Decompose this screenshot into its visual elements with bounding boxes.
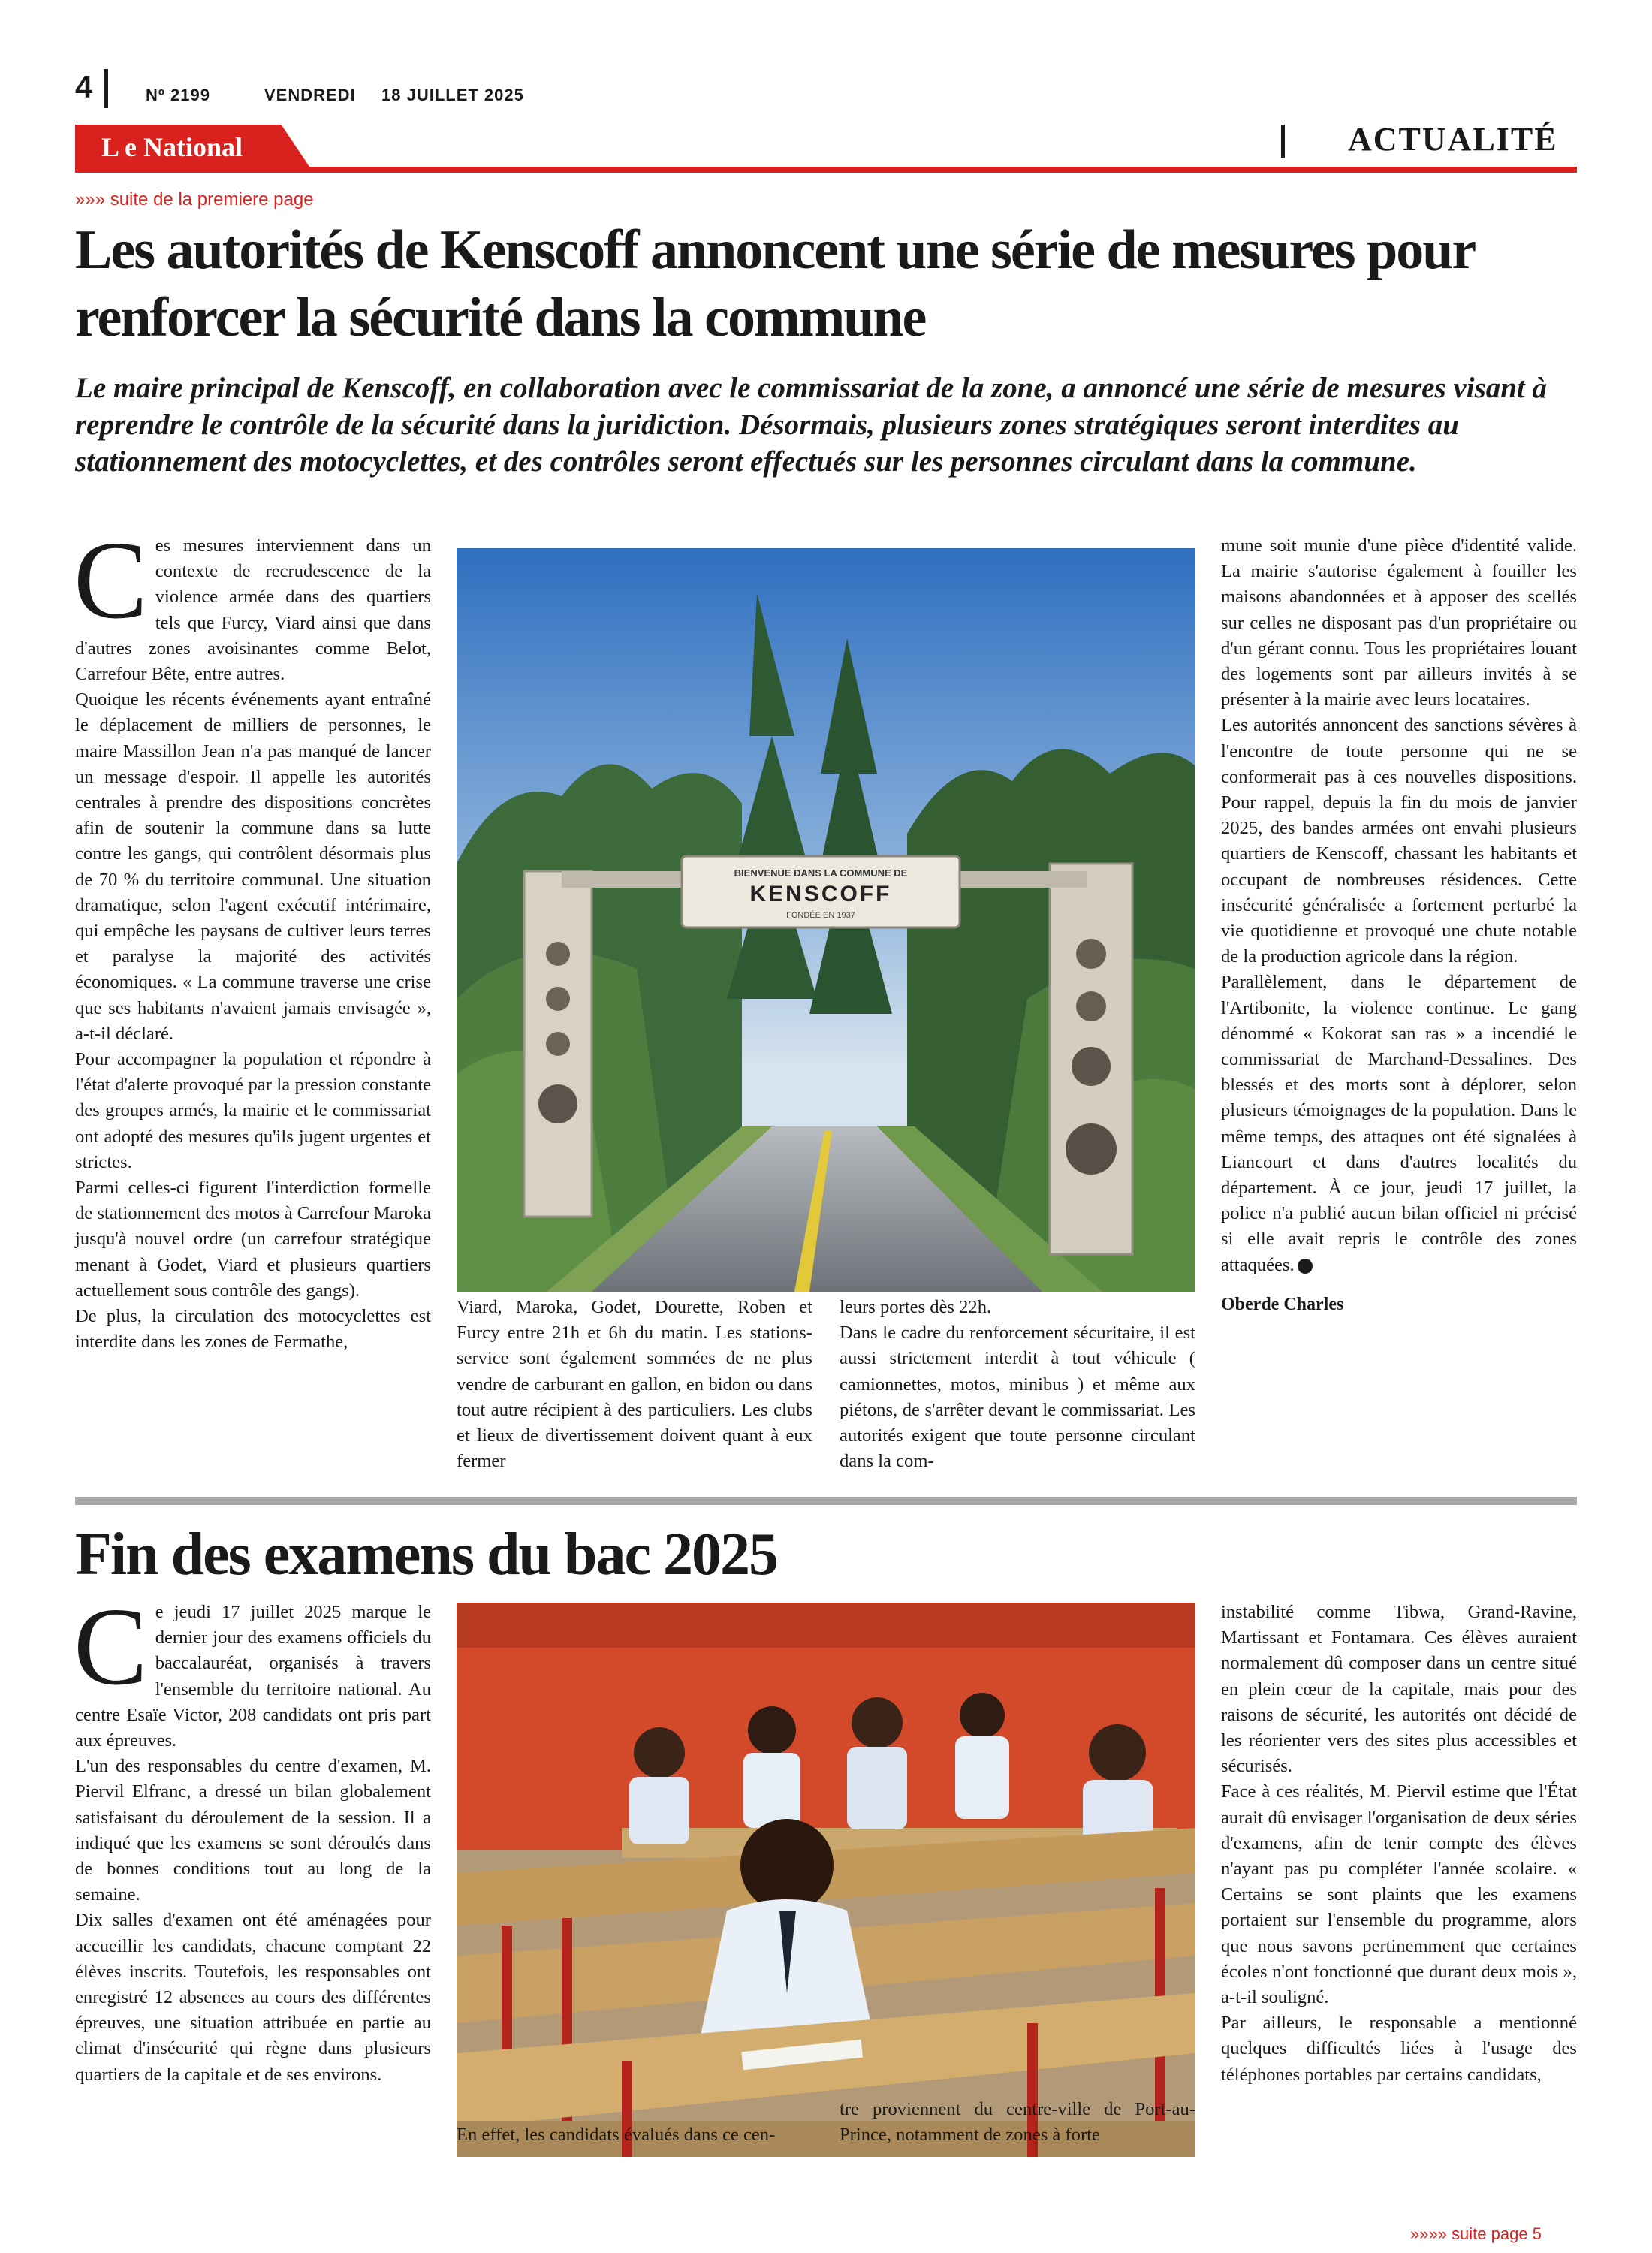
sign-text: KENSCOFF <box>749 882 892 906</box>
paragraph: leurs portes dès 22h. <box>840 1297 992 1317</box>
article-divider <box>75 1497 1577 1505</box>
brand-logo: L e National <box>101 132 243 162</box>
article-headline: Fin des examens du bac 2025 <box>75 1522 777 1588</box>
article-column-1 <box>74 1585 431 2088</box>
article-column-3 <box>840 1295 1195 1474</box>
sign-text: BIENVENUE DANS LA COMMUNE DE <box>734 867 908 879</box>
header-rule <box>75 167 1577 173</box>
article-column-2 <box>457 1295 812 1474</box>
paragraph <box>1221 970 1577 1277</box>
header-separator <box>104 69 108 108</box>
paragraph: Face à ces réalités, M. Piervil estime que l'État aurait dû envisager l'organisation de deux séries d'examens, afin de tenir compte des élèves n'ayant pas pu compléter l'année scolaire. « Certains se sont plaints que les examens portaient sur l'ensemble du programme, alors que nous savons pertinemment que certaines écoles n'ont fonctionné que durant deux mois », a-t-il souligné. <box>1221 1781 1577 2008</box>
paragraph: tre proviennent du centre-ville de Port-au-Prince, notamment de zones à forte <box>840 2099 1195 2146</box>
paragraph: Dix salles d'examen ont été aménagées pour accueillir les candidats, chacune comptant 22 élèves inscrits. Toutefois, les responsables ont enregistré 12 absences au cours des différentes épreuves, une situation attribuée en partie au climat d'insécurité qui règne dans plusieurs quartiers de la capitale et de ses environs. <box>75 1910 431 2085</box>
paragraph: En effet, les candidats évalués dans ce cen- <box>457 2125 776 2145</box>
sign-text: FONDÉE EN 1937 <box>786 911 855 920</box>
paragraph: Pour accompagner la population et répondre à l'état d'alerte provoqué par la pression constante des groupes armés, la mairie et le commissariat ont adopté des mesures qu'ils jugent urgentes et strictes. <box>75 1049 431 1172</box>
paragraph: Les autorités annoncent des sanctions sévères à l'encontre de toute personne qui ne se conformerait pas à ces nouvelles dispositions. Pour rappel, depuis la fin du mois de janvier 2025, des bandes armées ont envahi plusieurs quartiers de Kenscoff, chassant les habitants et occupant de nombreuses résidences. Cette insécurité généralisée a fortement perturbé la vie quotidienne et provoqué une chute notable de la production agricole dans la région. <box>1221 715 1577 967</box>
article-column-3 <box>840 2097 1195 2148</box>
issue-weekday: VENDREDI <box>264 86 356 104</box>
drop-cap: C <box>74 519 148 642</box>
paragraph: Dans le cadre du renforcement sécuritaire, il est aussi strictement interdit à tout véhicule ( camionnettes, motos, minibus ) et même aux piétons, de s'arrêter devant le commissariat. Les autorités exigent que toute personne circulant dans la com- <box>840 1323 1195 1472</box>
article-column-1 <box>74 519 431 1356</box>
end-of-article-mark <box>1298 1259 1313 1274</box>
article-column-4 <box>1221 533 1577 1317</box>
article-column-4 <box>1221 1600 1577 2088</box>
paragraph: Par ailleurs, le responsable a mentionné quelques difficultés liées à l'usage des téléphones portables par certains candidats, <box>1221 2013 1577 2085</box>
article-lead: Le maire principal de Kenscoff, en collaboration avec le commissariat de la zone, a annoncé une série de mesures visant à reprendre le contrôle de la sécurité dans la juridiction. Désormais, plusieurs zones stratégiques seront interdites au stationnement des motocyclettes, et des contrôles seront effectués sur les personnes circulant dans la commune. <box>75 372 1548 478</box>
paragraph-text: Parallèlement, dans le département de l'Artibonite, la violence continue. Le gang dénommé « Kokorat san ras » a incendié le commissariat de Marchand-Dessalines. Des blessés et des morts sont à déplorer, selon plusieurs témoignages de la population. Dans le même temps, des attaques ont été signalées à Liancourt et dans d'autres localités du département. À ce jour, jeudi 17 juillet, la police n'a publié aucun bilan officiel ni précisé si elle avait repris le contrôle des zones attaquées. <box>1221 972 1577 1275</box>
issue-number: Nº 2199 <box>146 86 210 104</box>
section-label: ACTUALITÉ <box>1348 121 1558 158</box>
exam-room-photo <box>457 1603 1195 2157</box>
section-separator <box>1281 125 1285 158</box>
article-column-2 <box>457 2122 812 2148</box>
paragraph: es mesures interviennent dans un contexte de recrudescence de la violence armée dans des quartiers tels que Furcy, Viard ainsi que dans d'autres zones avoisinantes comme Belot, Carrefour Bête, entre autres. <box>75 535 431 685</box>
page-number: 4 <box>75 69 93 104</box>
author-byline: Oberde Charles <box>1221 1294 1344 1314</box>
issue-date: 18 JUILLET 2025 <box>381 86 524 104</box>
paragraph: Parmi celles-ci figurent l'interdiction formelle de stationnement des motos à Carrefour Maroka jusqu'à nouvel ordre (un carrefour stratégique menant à Godet, Viard et plusieurs quartiers actuellement sous contrôle des gangs). <box>75 1178 431 1301</box>
continued-link[interactable]: »»»» suite page 5 <box>1410 2224 1542 2243</box>
paragraph: instabilité comme Tibwa, Grand-Ravine, Martissant et Fontamara. Ces élèves auraient normalement dû composer dans un centre situé en plein cœur de la capitale, mais pour des raisons de sécurité, les autorités ont décidé de les réorienter vers des sites plus accessibles et sécurisés. <box>1221 1602 1577 1777</box>
paragraph: mune soit munie d'une pièce d'identité valide. La mairie s'autorise également à fouiller les maisons abandonnées et à apposer des scellés sur celles ne disposant pas d'un propriétaire ou d'un gérant connu. Tous les propriétaires louant des logements sont par ailleurs invités à se présenter à la mairie avec leurs locataires. <box>1221 535 1577 710</box>
drop-cap: C <box>74 1585 148 1709</box>
kenscoff-gate-photo <box>457 548 1195 1292</box>
paragraph: Viard, Maroka, Godet, Dourette, Roben et Furcy entre 21h et 6h du matin. Les stations-service sont également sommées de ne plus vendre de carburant en gallon, en bidon ou dans tout autre récipient à des particuliers. Les clubs et lieux de divertissement doivent quant à eux fermer <box>457 1297 812 1472</box>
article-headline: Les autorités de Kenscoff annoncent une série de mesures pour renforcer la sécurité dans la commune <box>75 219 1474 348</box>
continuation-note: »»» suite de la premiere page <box>75 189 314 210</box>
paragraph: L'un des responsables du centre d'examen, M. Piervil Elfranc, a dressé un bilan globalement satisfaisant du déroulement de la session. Il a indiqué que les examens se sont déroulés dans de bonnes conditions tout au long de la semaine. <box>75 1756 431 1905</box>
paragraph: Quoique les récents événements ayant entraîné le déplacement de milliers de personnes, le maire Massillon Jean n'a pas manqué de lancer un message d'espoir. Il appelle les autorités centrales à prendre des dispositions concrètes afin de soutenir la commune dans sa lutte contre les gangs, qui contrôlent désormais plus de 70 % du territoire communal. Une situation dramatique, selon l'agent exécutif intérimaire, qui empêche les paysans de cultiver leurs terres et paralyse la majorité des activités économiques. « La commune traverse une crise que ses habitants n'avaient jamais envisagée », a-t-il déclaré. <box>75 689 431 1044</box>
paragraph: De plus, la circulation des motocyclettes est interdite dans les zones de Fermathe, <box>75 1306 431 1353</box>
paragraph: e jeudi 17 juillet 2025 marque le dernier jour des examens officiels du baccalauréat, organisés à travers l'ensemble du territoire national. Au centre Esaïe Victor, 208 candidats ont pris part aux épreuves. <box>75 1602 431 1751</box>
